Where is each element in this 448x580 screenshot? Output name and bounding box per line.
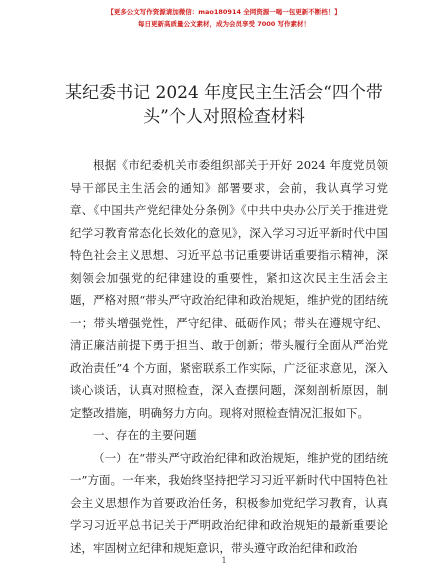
promo-banner-line-1: 【更多公文写作资源请加微信：mao180914 全网资源一喝一包更新不断档！】 (107, 8, 341, 16)
intro-paragraph: 根据《市纪委机关市委组织部关于开好 2024 年度党员领导干部民主生活会的通知》部署要求，会前，我认真学习党章、《中国共产党纪律处分条例》《中共中央办公厅关于推进党纪学习教育常态化长效化的意见》，深入学习习近平新时代中国特色社会主义思想、习近平总书记重要讲话重要指示精神，深刻领会加强党的纪律建设的重要性，紧扣这次民主生活会主题，严格对照“带头严守政治纪律和政治规矩，维护党的团结统一；带头增强党性，严守纪律、砥砺作风；带头在遵规守纪、清正廉洁前提下勇于担当、敢于创新；带头履行全面从严治党政治责任”4 个方面，紧密联系工作实际，广泛征求意见，深入谈心谈话，认真对照检查，深入查摆问题，深刻剖析原因，制定整改措施，明确努力方向。现将对照检查情况汇报如下。 (70, 158, 388, 420)
promo-banner-line-2: 每日更新高质量公文素材，成为会员享受 7000 写作素材！ (137, 20, 311, 28)
document-title-line-2: 头”个人对照检查材料 (143, 107, 305, 127)
section-heading: 一、存在的主要问题 (93, 428, 197, 442)
document-title-line-1: 某纪委书记 2024 年度民主生活会“四个带 (65, 83, 383, 103)
page-number: 1 (221, 556, 227, 565)
document-body (70, 154, 388, 559)
body-paragraph: （一）在“带头严守政治纪律和政治规矩，维护党的团结统一”方面。一年来，我始终坚持把学习习近平新时代中国特色社会主义思想作为首要政治任务，积极参加党纪学习教育，认真学习习近平总书记关于严明政治纪律和政治规矩的最新重要论述，牢固树立纪律和规矩意识，带头遵守政治纪律和政治 (70, 450, 388, 555)
